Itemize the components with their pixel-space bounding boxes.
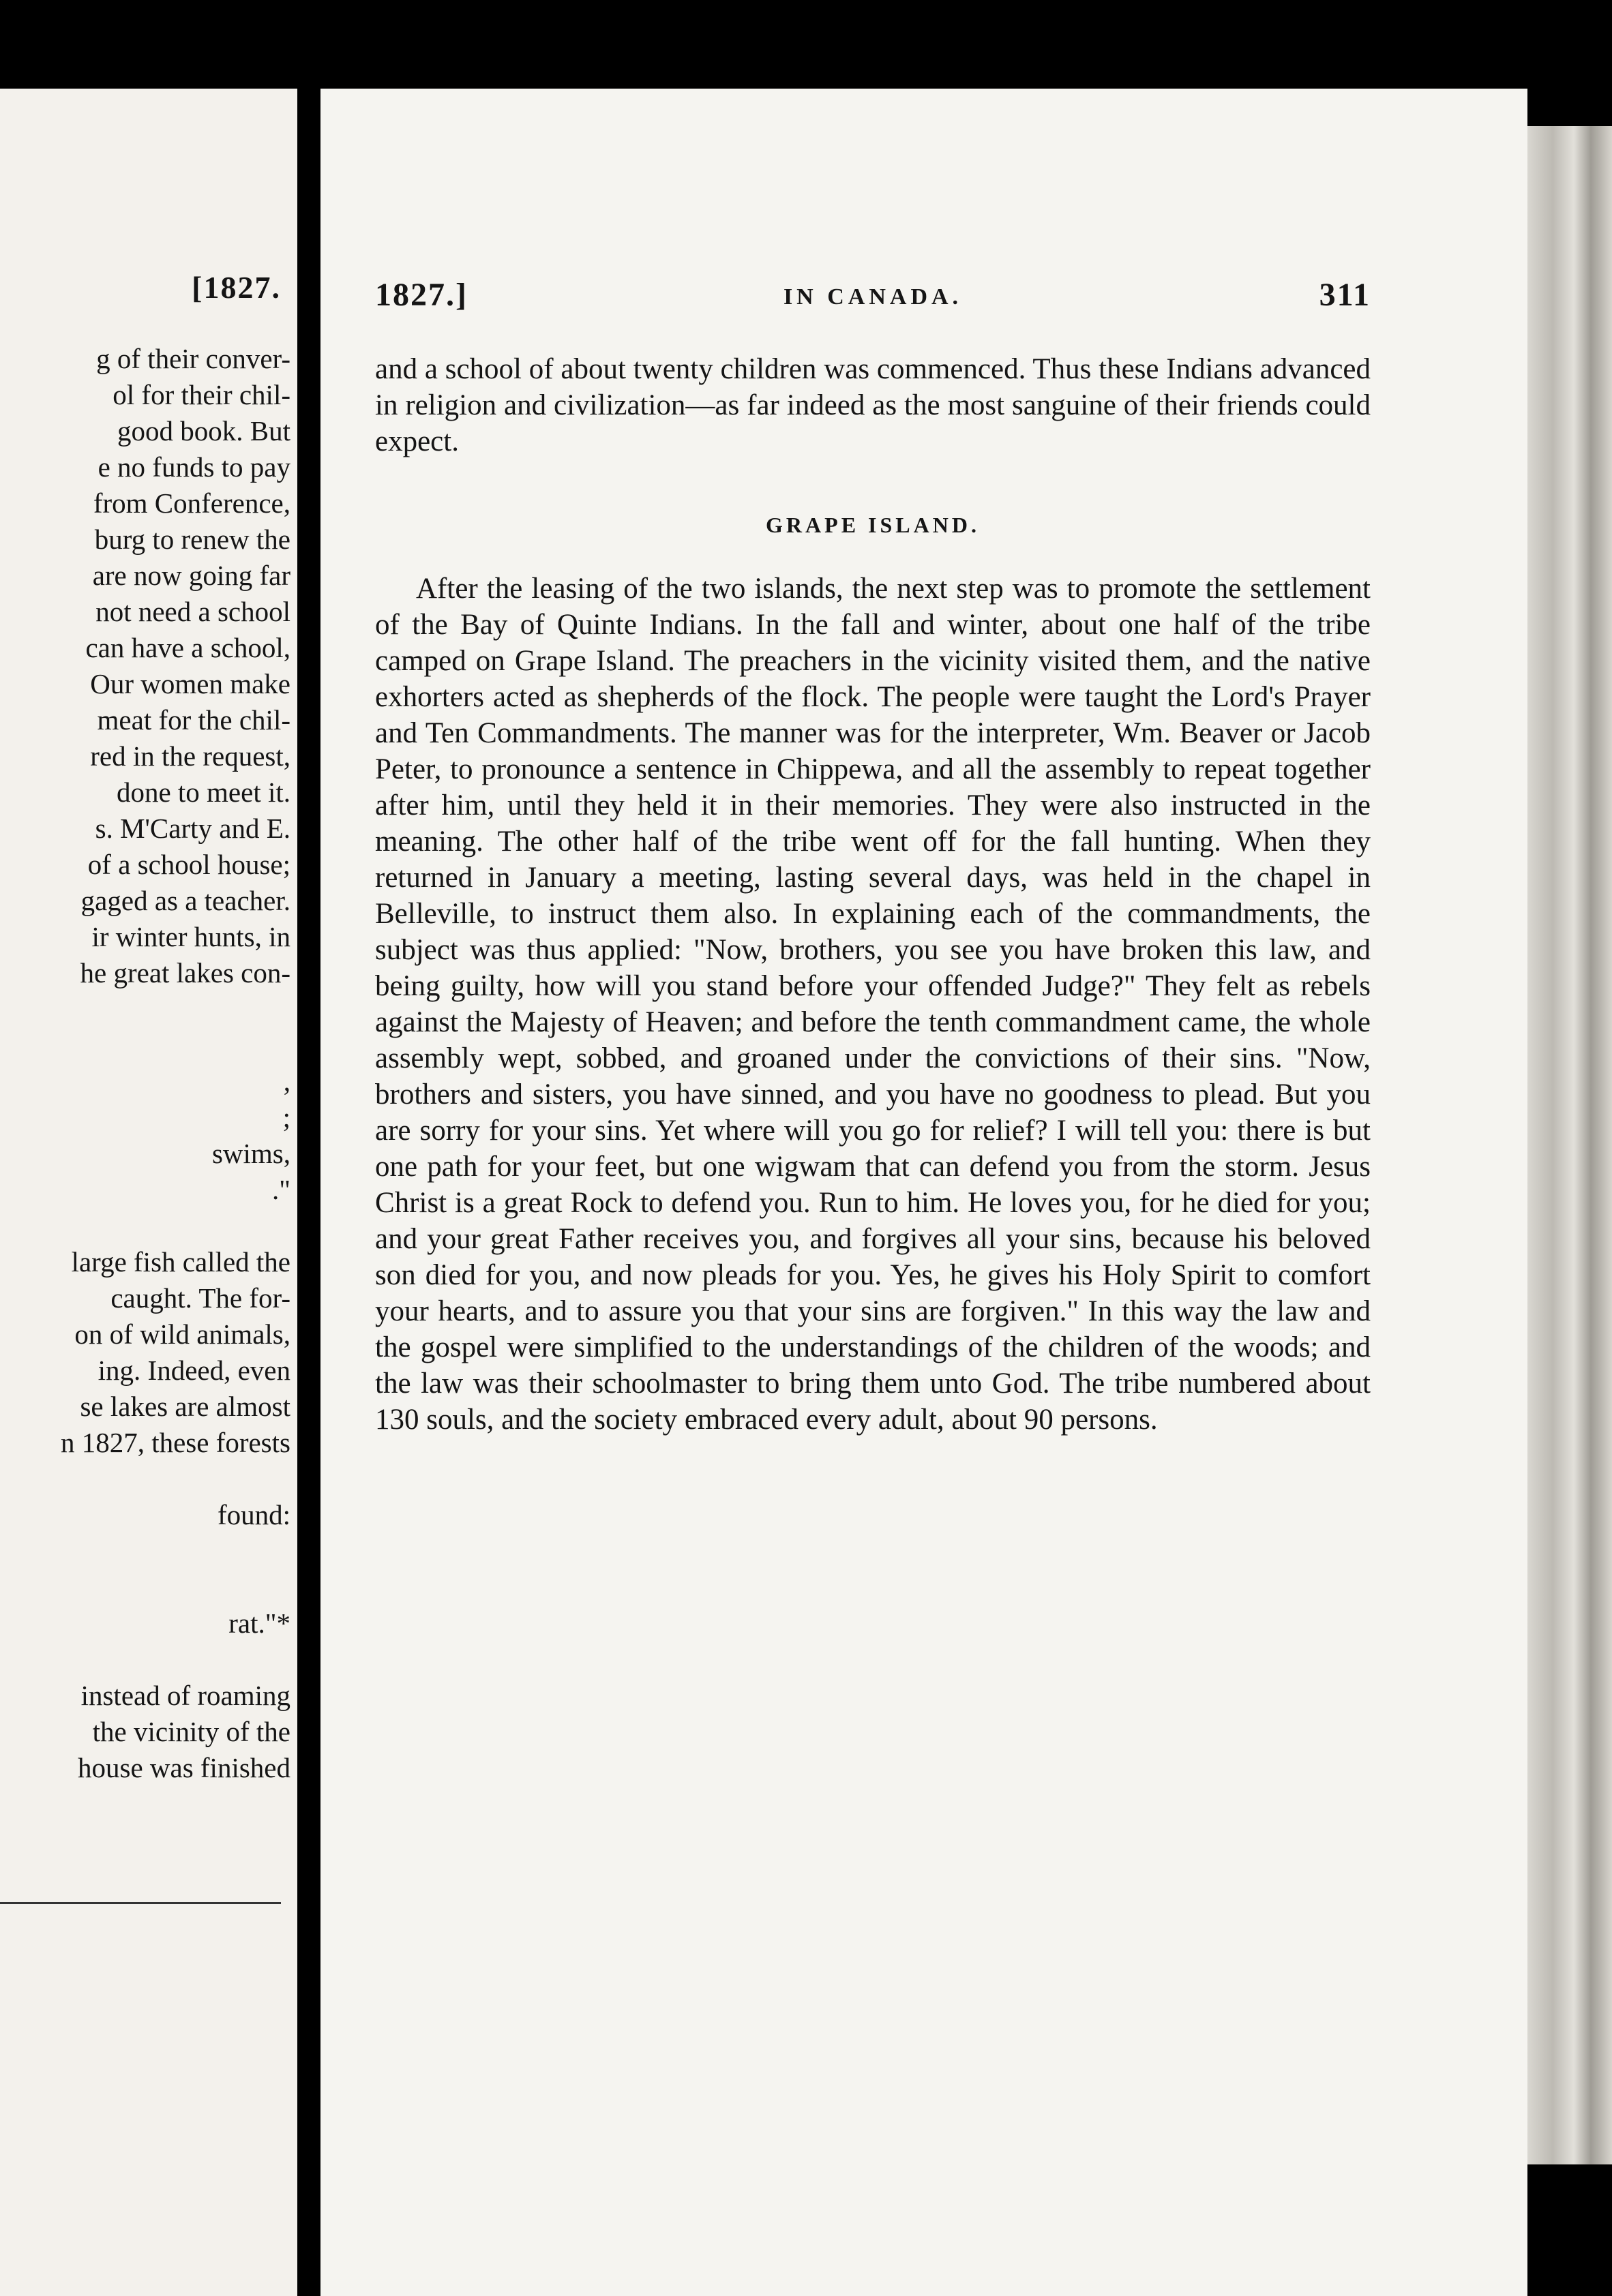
left-page-line — [61, 1569, 290, 1605]
left-page-line: g of their conver- — [96, 343, 290, 374]
left-page-line: house was finished — [77, 1752, 290, 1783]
left-page-line: he great lakes con- — [80, 957, 290, 988]
left-page-line: ." — [272, 1174, 290, 1205]
left-page-line: the vicinity of the — [92, 1716, 290, 1747]
left-page-line: n 1827, these forests — [60, 1427, 290, 1458]
left-page-line — [61, 991, 290, 1027]
left-page-line: ; — [282, 1102, 290, 1133]
left-page-line: meat for the chil- — [97, 704, 290, 736]
running-title: IN CANADA. — [783, 284, 963, 309]
page-number: 311 — [1319, 277, 1371, 313]
left-page-line: Our women make — [90, 668, 290, 699]
left-page-text — [61, 341, 290, 1786]
continuation-text: and a school of about twenty children was commenced. Thus these Indians advanced in religion and civilization—as far indeed as the most sanguine of their friends could expect. — [375, 353, 1371, 457]
left-page — [0, 89, 297, 2296]
left-page-line: large fish called the — [71, 1246, 290, 1278]
left-page-rule — [0, 1902, 281, 1904]
left-page-line: burg to renew the — [94, 524, 290, 555]
left-page-line: ir winter hunts, in — [91, 921, 290, 952]
paragraph-text: After the leasing of the two islands, the next step was to promote the settlement of the Bay of Quinte Indians. In the fall and winter, about one half of the tribe camped on Grape Island. The preachers in the vicinity visited them, and the native exhorters acted as shepherds of the flock. The people were taught the Lord's Prayer and Ten Commandments. The manner was for the interpreter, Wm. Beaver or Jacob Peter, to pronounce a sentence in Chippewa, and all the assembly to repeat together after him, until they held it in their memories. They were also instructed in the meaning. The other half of the tribe went off for the fall hunting. When they returned in January a meeting, lasting several days, was held in the chapel in Belleville, to instruct them also. In explaining each of the commandments, the subject was thus applied: "Now, brothers, you see you have broken this law, and being guilty, how will you stand before your offended Judge?" They felt as rebels against the Majesty of Heaven; and before the tenth commandment came, the whole assembly wept, sobbed, and groaned under the convictions of their sins. "Now, brothers and sisters, you have sinned, and you have no goodness to plead. But you are sorry for your sins. Yet where will you go for relief? I will tell you: there is but one path for your feet, but one wigwam that can defend you from the storm. Jesus Christ is a great Rock to defend you. Run to him. He loves you, for he died for you; and your great Father receives you, and forgives all your sins, because his beloved son died for you, and now pleads for you. Yes, he gives his Holy Spirit to comfort your hearts, and to assure you that your sins are forgiven." In this way the law and the gospel were simplified to the understandings of the children of the woods; and the law was their schoolmaster to bring them unto God. The tribe numbered about 130 souls, and the society embraced every adult, about 90 persons. — [375, 573, 1371, 1436]
left-page-line: are now going far — [92, 560, 290, 591]
continuation-paragraph — [375, 351, 1371, 459]
left-page-line — [61, 1642, 290, 1678]
main-paragraph — [375, 571, 1371, 1438]
left-page-line: s. M'Carty and E. — [95, 813, 290, 844]
running-header — [375, 276, 1371, 331]
left-page-line — [61, 1027, 290, 1063]
left-page-line: done to meet it. — [116, 776, 290, 808]
left-page-line: caught. The for- — [110, 1282, 290, 1314]
left-page-line: se lakes are almost — [80, 1391, 290, 1422]
left-page-line: , — [283, 1066, 290, 1097]
left-page-line — [61, 1208, 290, 1244]
left-page-line: good book. But — [117, 415, 290, 447]
left-page-line: ing. Indeed, even — [98, 1355, 290, 1386]
left-page-line: on of wild animals, — [74, 1318, 290, 1350]
right-page — [320, 89, 1527, 2296]
left-page-line: not need a school — [95, 596, 290, 627]
left-page-line: ol for their chil- — [113, 379, 290, 410]
left-page-line: from Conference, — [93, 487, 290, 519]
left-page-line — [61, 1533, 290, 1569]
page-edges — [1527, 126, 1612, 2164]
left-page-line: can have a school, — [85, 632, 290, 663]
left-page-line: swims, — [211, 1138, 290, 1169]
left-page-line: rat."* — [228, 1607, 290, 1639]
left-page-line: gaged as a teacher. — [80, 885, 290, 916]
left-page-line: red in the request, — [90, 740, 290, 772]
left-page-line: of a school house; — [87, 849, 290, 880]
left-page-line: instead of roaming — [80, 1680, 290, 1711]
running-year: 1827.] — [375, 277, 468, 313]
book-gutter — [297, 89, 320, 2296]
left-page-header: [1827. — [192, 270, 281, 305]
left-page-line: e no funds to pay — [98, 451, 290, 483]
left-page-line — [61, 1461, 290, 1497]
section-heading: GRAPE ISLAND. — [766, 513, 980, 537]
left-page-line: found: — [217, 1499, 290, 1530]
body-text — [375, 351, 1371, 1438]
